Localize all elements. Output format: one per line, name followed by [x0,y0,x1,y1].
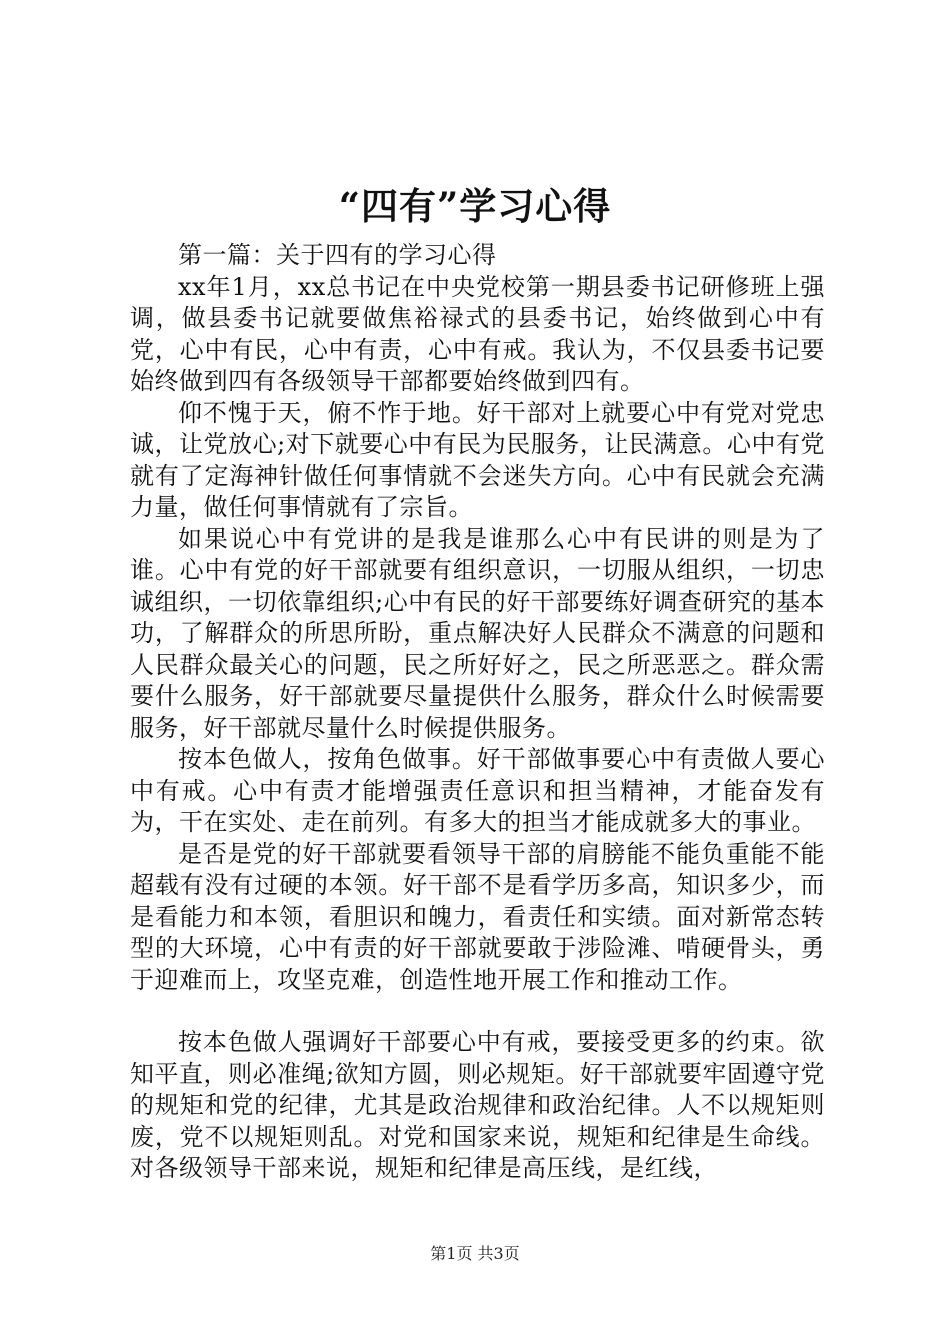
page-footer: 第1页 共3页 [430,1244,520,1263]
paragraph: 按本色做人强调好干部要心中有戒，要接受更多的约束。欲知平直，则必准绳;欲知方圆，则必规矩。好干部就要牢固遵守党的规矩和党的纪律，尤其是政治规律和政治纪律。人不以规矩则废，党不以规矩则乱。对党和国家来说，规矩和纪律是生命线。对各级领导干部来说，规矩和纪律是高压线，是红线， [130,1028,825,1182]
section-heading: 第一篇：关于四有的学习心得 [178,241,497,269]
paragraph: 是否是党的好干部就要看领导干部的肩膀能不能负重能不能超载有没有过硬的本领。好干部不是看学历多高，知识多少，而是看能力和本领，看胆识和魄力，看责任和实绩。面对新常态转型的大环境，心中有责的好干部就要敢于涉险滩、啃硬骨头，勇于迎难而上，攻坚克难，创造性地开展工作和推动工作。 [130,839,825,994]
paragraph: 仰不愧于天，俯不怍于地。好干部对上就要心中有党对党忠诚，让党放心;对下就要心中有民为民服务，让民满意。心中有党就有了定海神针做任何事情就不会迷失方向。心中有民就会充满力量，做任何事情就有了宗旨。 [130,398,825,521]
paragraph: xx年1月，xx总书记在中央党校第一期县委书记研修班上强调，做县委书记就要做焦裕禄式的县委书记，始终做到心中有党，心中有民，心中有责，心中有戒。我认为，不仅县委书记要始终做到四有各级领导干部都要始终做到四有。 [130,272,825,395]
paragraph: 如果说心中有党讲的是我是谁那么心中有民讲的则是为了谁。心中有党的好干部就要有组织意识，一切服从组织，一切忠诚组织，一切依靠组织;心中有民的好干部要练好调查研究的基本功，了解群众的所思所盼，重点解决好人民群众不满意的问题和人民群众最关心的问题，民之所好好之，民之所恶恶之。群众需要什么服务，好干部就要尽量提供什么服务，群众什么时候需要服务，好干部就尽量什么时候提供服务。 [130,524,825,742]
document-title: “四有”学习心得 [338,184,612,228]
document-body [130,240,825,1185]
paragraph: 按本色做人，按角色做事。好干部做事要心中有责做人要心中有戒。心中有责才能增强责任意识和担当精神，才能奋发有为，干在实处、走在前列。有多大的担当才能成就多大的事业。 [130,745,825,836]
